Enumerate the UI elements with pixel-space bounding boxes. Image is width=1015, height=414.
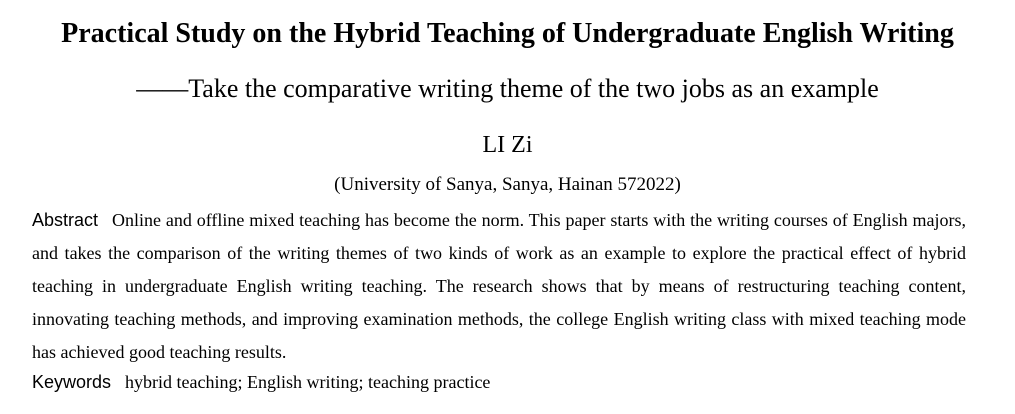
keywords-text: hybrid teaching; English writing; teaching practice xyxy=(125,372,491,392)
abstract-text: Online and offline mixed teaching has become the norm. This paper starts with the writing courses of English majors, and takes the comparison of the writing themes of two kinds of work as an example to explore the practical effect of hybrid teaching in undergraduate English writing teaching. The research shows that by means of restructuring teaching content, innovating teaching methods, and improving examination methods, the college English writing class with mixed teaching mode has achieved good teaching results. xyxy=(32,210,966,362)
keywords-label: Keywords xyxy=(32,372,112,392)
abstract-label: Abstract xyxy=(32,210,99,230)
author-name: LI Zi xyxy=(482,132,533,158)
author-affiliation: (University of Sanya, Sanya, Hainan 572022) xyxy=(334,174,681,195)
abstract-section xyxy=(32,204,966,369)
paper-title: Practical Study on the Hybrid Teaching of Undergraduate English Writing xyxy=(61,18,954,49)
keywords-section xyxy=(32,368,966,396)
paper-subtitle: ——Take the comparative writing theme of the two jobs as an example xyxy=(136,74,879,103)
